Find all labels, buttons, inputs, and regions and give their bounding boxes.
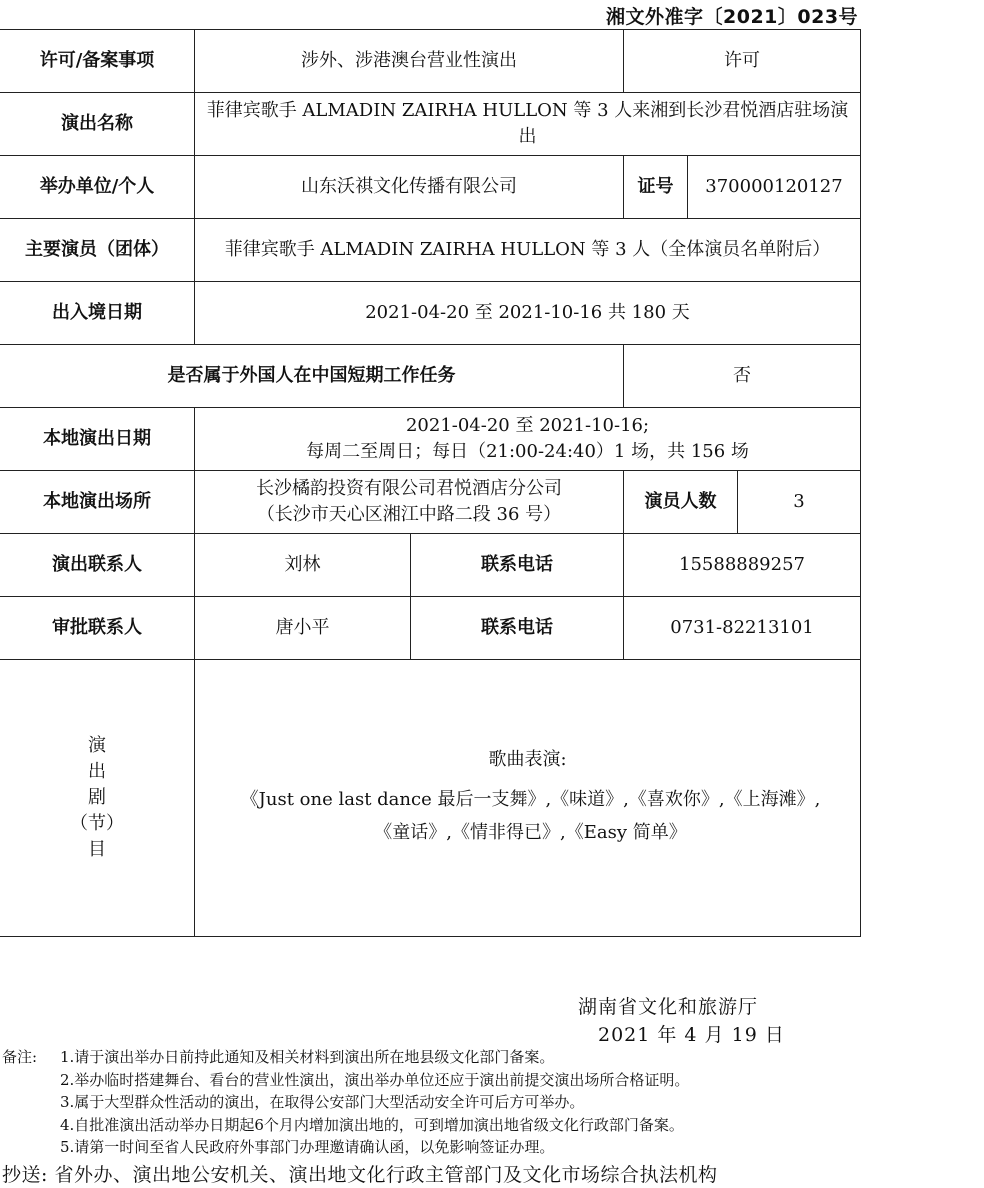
row-program [0, 660, 861, 937]
value-cert-no: 370000120127 [688, 156, 861, 219]
note-indent [2, 1114, 60, 1137]
label-cert-no: 证号 [624, 156, 688, 219]
note-item [2, 1091, 689, 1114]
note-text: 3.属于大型群众性活动的演出，在取得公安部门大型活动安全许可后方可举办。 [60, 1093, 585, 1111]
value-local-dates [195, 408, 861, 471]
note-item [2, 1114, 689, 1137]
note-indent [2, 1069, 60, 1092]
program-label-char: 出 [88, 761, 106, 782]
value-performers: 菲律宾歌手 ALMADIN ZAIRHA HULLON 等 3 人（全体演员名单附后） [195, 219, 861, 282]
program-songs-line1: 《Just one last dance 最后一支舞》,《味道》,《喜欢你》,《上海滩》, [240, 789, 821, 810]
value-entry-exit: 2021-04-20 至 2021-10-16 共 180 天 [195, 282, 861, 345]
note-item [2, 1136, 689, 1159]
note-indent [2, 1091, 60, 1114]
value-permit-type: 许可 [624, 30, 861, 93]
label-organizer: 举办单位/个人 [0, 156, 195, 219]
program-intro: 歌曲表演: [488, 749, 567, 770]
program-songs-line2: 《童话》,《情非得已》,《Easy 简单》 [374, 822, 687, 843]
label-show-name: 演出名称 [0, 93, 195, 156]
label-approval-phone: 联系电话 [411, 597, 624, 660]
label-show-phone: 联系电话 [411, 534, 624, 597]
local-dates-schedule: 每周二至周日；每日（21:00-24:40）1 场，共 156 场 [306, 441, 749, 462]
value-short-term: 否 [624, 345, 861, 408]
notes-label: 备注: [2, 1048, 38, 1066]
document-number: 湘文外准字〔2021〕023号 [606, 6, 859, 28]
note-indent [2, 1136, 60, 1159]
value-show-name: 菲律宾歌手 ALMADIN ZAIRHA HULLON 等 3 人来湘到长沙君悦酒店驻场演出 [195, 93, 861, 156]
row-organizer [0, 156, 861, 219]
value-program [195, 660, 861, 937]
row-venue [0, 471, 861, 534]
value-show-phone: 15588889257 [624, 534, 861, 597]
label-program [0, 660, 195, 937]
note-text: 4.自批准演出活动举办日期起6个月内增加演出地的，可到增加演出地省级文化行政部门备案。 [60, 1115, 684, 1134]
note-text: 2.举办临时搭建舞台、看台的营业性演出，演出举办单位还应于演出前提交演出场所合格证明。 [60, 1070, 690, 1089]
note-item [2, 1069, 689, 1092]
local-dates-range: 2021-04-20 至 2021-10-16; [405, 415, 650, 436]
label-venue: 本地演出场所 [0, 471, 195, 534]
program-label-char: 演 [88, 735, 106, 756]
program-label-char: 目 [88, 839, 106, 860]
row-entry-exit [0, 282, 861, 345]
label-permit-item: 许可/备案事项 [0, 30, 195, 93]
note-text: 5.请第一时间至省人民政府外事部门办理邀请确认函，以免影响签证办理。 [60, 1138, 555, 1156]
value-venue [195, 471, 624, 534]
label-short-term: 是否属于外国人在中国短期工作任务 [0, 345, 624, 408]
label-performers: 主要演员（团体） [0, 219, 195, 282]
issue-date: 2021 年 4 月 19 日 [598, 1024, 785, 1046]
cc-label: 抄送: [2, 1164, 48, 1186]
row-approval-contact [0, 597, 861, 660]
venue-address: （长沙市天心区湘江中路二段 36 号） [256, 504, 562, 525]
notes [2, 1046, 689, 1159]
row-permit-item [0, 30, 861, 93]
row-show-contact [0, 534, 861, 597]
value-permit-item: 涉外、涉港澳台营业性演出 [195, 30, 624, 93]
venue-name: 长沙橘韵投资有限公司君悦酒店分公司 [256, 478, 562, 499]
label-approval-contact: 审批联系人 [0, 597, 195, 660]
row-show-name [0, 93, 861, 156]
note-item [2, 1046, 689, 1069]
label-show-contact: 演出联系人 [0, 534, 195, 597]
permit-table [0, 29, 861, 937]
value-approval-phone: 0731-82213101 [624, 597, 861, 660]
value-performer-count: 3 [738, 471, 861, 534]
row-performers [0, 219, 861, 282]
label-local-dates: 本地演出日期 [0, 408, 195, 471]
program-label-char: （节） [70, 813, 124, 834]
label-entry-exit: 出入境日期 [0, 282, 195, 345]
cc-line [2, 1160, 717, 1187]
row-short-term [0, 345, 861, 408]
row-local-dates [0, 408, 861, 471]
issuer: 湖南省文化和旅游厅 [578, 996, 759, 1018]
program-label-char: 剧 [88, 787, 106, 808]
value-approval-contact: 唐小平 [195, 597, 411, 660]
label-performer-count: 演员人数 [624, 471, 738, 534]
value-show-contact: 刘林 [195, 534, 411, 597]
note-text: 1.请于演出举办日前持此通知及相关材料到演出所在地县级文化部门备案。 [60, 1048, 555, 1066]
cc-recipients: 省外办、演出地公安机关、演出地文化行政主管部门及文化市场综合执法机构 [54, 1164, 718, 1186]
value-organizer: 山东沃祺文化传播有限公司 [195, 156, 624, 219]
